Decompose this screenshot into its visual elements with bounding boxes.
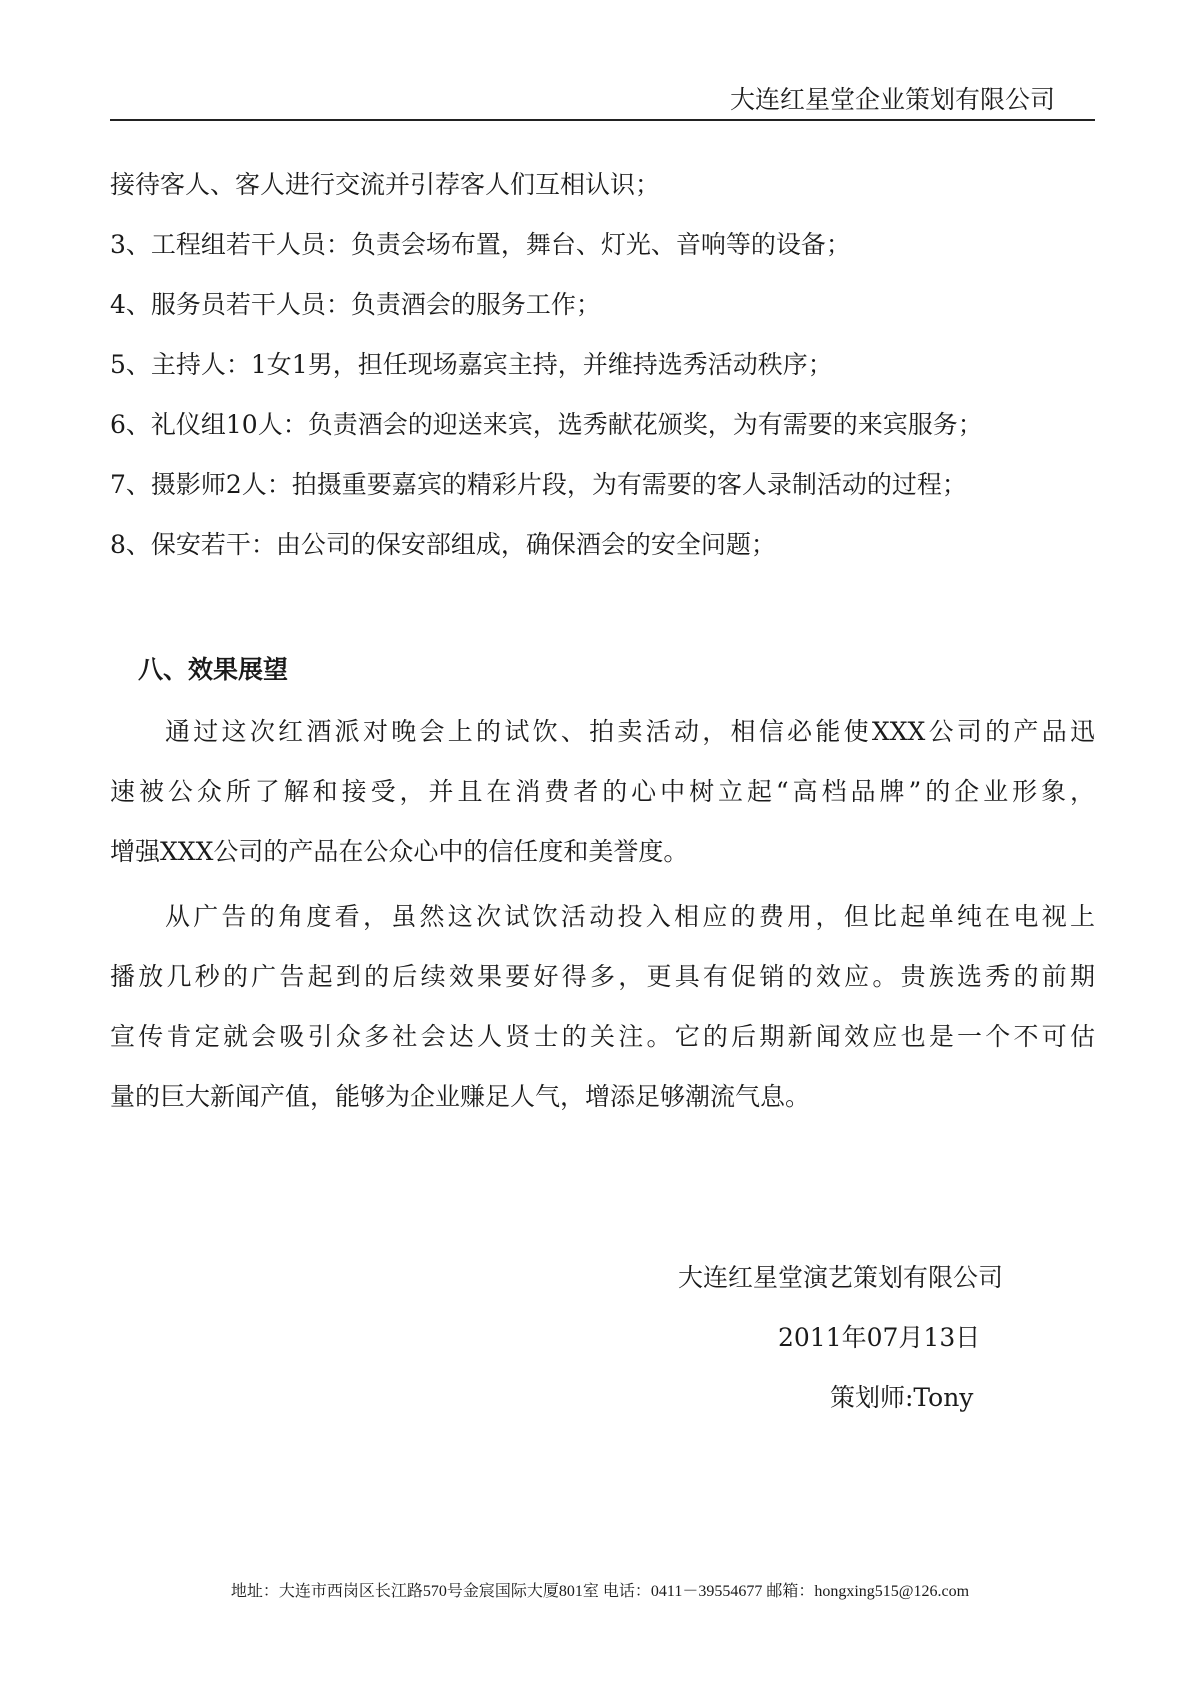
header-divider bbox=[110, 119, 1095, 121]
signature-planner: 策划师:Tony bbox=[830, 1383, 974, 1412]
paragraph-line: 增强XXX公司的产品在公众心中的信任度和美誉度。 bbox=[110, 837, 689, 866]
signature-company: 大连红星堂演艺策划有限公司 bbox=[678, 1263, 1004, 1292]
paragraph-line: 从广告的角度看，虽然这次试饮活动投入相应的费用，但比起单纯在电视上 bbox=[165, 902, 1095, 931]
paragraph-line: 宣传肯定就会吸引众多社会达人贤士的关注。它的后期新闻效应也是一个不可估 bbox=[110, 1022, 1095, 1051]
staff-line: 4、服务员若干人员：负责酒会的服务工作； bbox=[110, 290, 601, 319]
paragraph-line: 速被公众所了解和接受，并且在消费者的心中树立起“高档品牌”的企业形象， bbox=[110, 777, 1095, 806]
staff-line: 8、保安若干：由公司的保安部组成，确保酒会的安全问题； bbox=[110, 530, 776, 559]
staff-line: 6、礼仪组10人：负责酒会的迎送来宾，选秀献花颁奖，为有需要的来宾服务； bbox=[110, 410, 983, 439]
paragraph-line: 播放几秒的广告起到的后续效果要好得多，更具有促销的效应。贵族选秀的前期 bbox=[110, 962, 1095, 991]
header-company-name: 大连红星堂企业策划有限公司 bbox=[729, 85, 1055, 114]
staff-line: 接待客人、客人进行交流并引荐客人们互相认识； bbox=[110, 170, 661, 199]
footer-contact: 地址：大连市西岗区长江路570号金宸国际大厦801室 电话：0411－39554677 邮箱：hongxing515@126.com bbox=[230, 1583, 970, 1600]
paragraph-line: 量的巨大新闻产值，能够为企业赚足人气，增添足够潮流气息。 bbox=[110, 1082, 811, 1111]
staff-line: 3、工程组若干人员：负责会场布置，舞台、灯光、音响等的设备； bbox=[110, 230, 851, 259]
paragraph-line: 通过这次红酒派对晚会上的试饮、拍卖活动，相信必能使XXX公司的产品迅 bbox=[165, 717, 1095, 746]
staff-line: 5、主持人：1女1男，担任现场嘉宾主持，并维持选秀活动秩序； bbox=[110, 350, 833, 379]
signature-date: 2011年07月13日 bbox=[778, 1323, 981, 1352]
section-heading: 八、效果展望 bbox=[138, 655, 289, 684]
staff-line: 7、摄影师2人：拍摄重要嘉宾的精彩片段，为有需要的客人录制活动的过程； bbox=[110, 470, 967, 499]
